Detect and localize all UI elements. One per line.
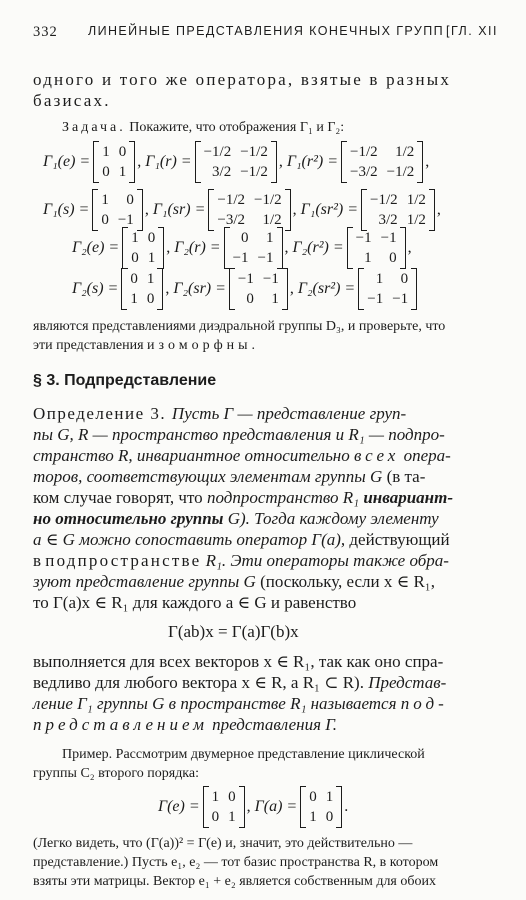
def-text-13a: ление Γ₁ группы G в пространстве R₁ называется: [33, 694, 401, 713]
right-bracket: [239, 786, 245, 828]
matrix-g2-s: [72, 268, 169, 310]
matrix-cell: 1: [325, 789, 334, 805]
matrix-cell: −3/2: [349, 164, 378, 180]
matrix-cell: −1: [355, 230, 372, 246]
matrix-cell: −1: [237, 271, 254, 287]
def-text-7b: действующий: [345, 530, 450, 549]
matrix-cell: 1: [211, 789, 220, 805]
matrix-cell: 3/2: [378, 212, 398, 228]
right-bracket: [417, 141, 423, 183]
def-text-8a: в: [33, 551, 46, 570]
matrix-separator: ,: [425, 153, 430, 170]
matrix-lhs: Γ₁(s) =: [43, 201, 90, 218]
matrix-cells: [98, 190, 136, 230]
task-after-2: [33, 338, 495, 354]
matrix-cells: [230, 228, 277, 268]
matrix-cell: −1: [232, 250, 249, 266]
matrix-cell: −1/2: [349, 144, 378, 160]
intro-line-2: базисах.: [33, 91, 111, 110]
def-line-5: [33, 488, 495, 508]
matrix-cell: −1/2: [203, 144, 232, 160]
matrix-cell: 0: [400, 271, 409, 287]
spaced-word-all: всех: [354, 446, 400, 465]
def-text-12b: Представ-: [368, 673, 447, 692]
def-text-1: Пусть Γ — представление груп-: [171, 404, 407, 423]
matrix-separator: ,: [246, 798, 251, 815]
def-line-8: [33, 551, 495, 571]
matrix-cell: −1/2: [240, 164, 268, 180]
matrix-row-5: [156, 786, 350, 828]
matrix-g2-r2: [293, 227, 412, 269]
def-text-9a: зуют представление группы G: [33, 572, 256, 591]
matrix-cell: 0: [102, 164, 110, 180]
def-text-5c: инвариант-: [363, 488, 453, 507]
matrix-cell: 0: [228, 789, 236, 805]
matrix-lhs: Γ₂(s) =: [72, 280, 119, 297]
matrix-cell: 1/2: [406, 212, 426, 228]
def-line-7: [33, 530, 495, 550]
matrix-c2-e: [158, 786, 251, 828]
matrix-cells: [128, 228, 158, 268]
def-line-9: [33, 572, 495, 592]
def-text-12a: ведливо для любого вектора x ∈ R, а R₁ ⊂ R).: [33, 673, 369, 692]
matrix-row-4: [70, 268, 421, 310]
right-bracket: [429, 189, 435, 231]
def-line-2: пы G, R — пространство представления и R₁ — подпро-: [33, 425, 445, 444]
page-number: 332: [33, 24, 58, 40]
task-heading: [62, 120, 524, 136]
example-line-5: взяты эти матрицы. Вектор e₁ + e₂ является собственным для обоих: [33, 874, 436, 889]
right-bracket: [285, 189, 291, 231]
right-bracket: [411, 268, 417, 310]
matrix-lhs: Γ₁(sr) =: [152, 201, 206, 218]
example-line-2: группы C₂ второго порядка:: [33, 766, 200, 781]
def-line-12: [33, 673, 495, 693]
matrix-separator: ,: [407, 239, 412, 256]
matrix-cells: [235, 269, 282, 309]
matrix-row-1: [41, 141, 431, 183]
right-bracket: [157, 268, 163, 310]
def-text-6b: G).: [223, 509, 255, 528]
matrix-cell: 1: [102, 144, 110, 160]
matrix-cell: 0: [126, 192, 134, 208]
matrix-cell: −1: [257, 250, 274, 266]
task-after-2-text: эти представления: [33, 338, 148, 353]
def-line-13: [33, 694, 495, 714]
def-line-3: [33, 446, 495, 466]
matrix-separator: ,: [289, 280, 294, 297]
def-line-14: [33, 715, 495, 735]
def-text-4b: (в та-: [382, 467, 426, 486]
right-bracket: [158, 227, 164, 269]
matrix-cell: 0: [211, 809, 220, 825]
def-line-6: [33, 509, 495, 529]
def-text-8d: Эти операторы также обра-: [230, 551, 449, 570]
matrix-cell: 1: [364, 250, 372, 266]
right-bracket: [137, 189, 143, 231]
intro-line-1: одного и того же оператора, взятые в разных: [33, 70, 452, 89]
right-bracket: [271, 141, 277, 183]
matrix-cell: −1/2: [217, 192, 246, 208]
matrix-separator: ,: [166, 239, 171, 256]
matrix-g1-r: [145, 141, 283, 183]
matrix-cell: 0: [130, 271, 138, 287]
matrix-separator: ,: [292, 201, 297, 218]
matrix-cell: 3/2: [212, 164, 232, 180]
matrix-cell: −1/2: [254, 192, 282, 208]
matrix-cell: 1: [130, 291, 138, 307]
def-text-3a: странство R, инвариантное относительно: [33, 446, 354, 465]
matrix-cell: 1: [228, 809, 236, 825]
matrix-g2-r: [174, 227, 288, 269]
def-text-14b: представления Γ.: [207, 715, 338, 734]
matrix-separator: .: [344, 798, 349, 815]
right-bracket: [400, 227, 406, 269]
matrix-cell: 1: [266, 230, 274, 246]
matrix-cell: 1/2: [395, 144, 415, 160]
matrix-cell: 1: [147, 250, 156, 266]
matrix-lhs: Γ₁(e) =: [43, 153, 91, 170]
matrix-separator: ,: [165, 280, 170, 297]
def-line-11: выполняется для всех векторов x ∈ R₁, так как оно спра-: [33, 652, 444, 671]
def-text-6a: но относительно группы: [33, 509, 224, 528]
matrix-cell: 0: [101, 212, 109, 228]
matrix-g2-sr: [173, 268, 294, 310]
matrix-cell: 0: [389, 250, 397, 266]
matrix-cell: −1/2: [370, 192, 398, 208]
matrix-lhs: Γ₁(r²) =: [286, 153, 338, 170]
def-text-6c: Тогда каждому элементу: [254, 509, 439, 528]
matrix-cell: −1: [367, 291, 384, 307]
example-line-1: Пример. Рассмотрим двумерное представление циклической: [62, 747, 425, 762]
matrix-cell: 1: [101, 192, 109, 208]
right-bracket: [336, 786, 342, 828]
matrix-cell: −1: [262, 271, 279, 287]
matrix-cells: [201, 142, 271, 182]
matrix-g1-e: [43, 141, 141, 183]
matrix-cell: 1/2: [262, 212, 282, 228]
matrix-g1-sr: [153, 189, 297, 231]
matrix-row-3: [70, 227, 414, 269]
matrix-lhs: Γ₂(sr) =: [173, 280, 226, 297]
matrix-cell: 0: [325, 809, 334, 825]
matrix-lhs: Γ₂(r²) =: [292, 239, 344, 256]
spaced-word-subspace: подпространстве: [45, 551, 202, 570]
def-text-9b: (поскольку, если x ∈ R₁,: [255, 572, 435, 591]
running-title: ЛИНЕЙНЫЕ ПРЕДСТАВЛЕНИЯ КОНЕЧНЫХ ГРУПП: [88, 24, 444, 38]
matrix-cell: 0: [246, 291, 254, 307]
matrix-cell: −1/2: [386, 164, 415, 180]
section-title: § 3. Подпредставление: [33, 372, 217, 389]
equation: Γ(ab)x = Γ(a)Γ(b)x: [168, 622, 299, 641]
right-bracket: [129, 141, 135, 183]
matrix-cell: 1: [118, 164, 127, 180]
matrix-c2-a: [255, 786, 349, 828]
matrix-lhs: Γ₂(e) =: [72, 239, 120, 256]
matrix-cells: [99, 142, 129, 182]
matrix-cell: −1: [392, 291, 409, 307]
matrix-lhs: Γ₂(r) =: [174, 239, 221, 256]
matrix-lhs: Γ₁(sr²) =: [300, 201, 359, 218]
matrix-cell: 0: [146, 291, 155, 307]
def-text-7a: a ∈ G можно сопоставить оператор Γ(a),: [33, 530, 346, 549]
matrix-lhs: Γ(a) =: [254, 798, 298, 815]
def-line-4: [33, 467, 495, 487]
matrix-cell: −3/2: [217, 212, 246, 228]
matrix-cell: 0: [131, 250, 139, 266]
matrix-cell: 1: [146, 271, 155, 287]
matrix-cells: [364, 269, 411, 309]
matrix-cell: −1/2: [240, 144, 268, 160]
matrix-cell: 0: [241, 230, 249, 246]
matrix-g1-sr2: [301, 189, 441, 231]
def-label: Определение 3.: [33, 404, 172, 423]
right-bracket: [277, 227, 283, 269]
task-text: Покажите, что отображения Γ₁ и Γ₂:: [129, 120, 345, 135]
spaced-word-subrepresentation: представлением: [33, 715, 208, 734]
matrix-separator: ,: [278, 153, 283, 170]
def-line-1: [33, 404, 495, 424]
matrix-g2-e: [72, 227, 170, 269]
def-text-5b: подпространство R₁: [206, 488, 364, 507]
matrix-cell: 1: [131, 230, 139, 246]
def-line-10: то Γ(a)x ∈ R₁ для каждого a ∈ G и равенство: [33, 593, 357, 612]
matrix-cells: [353, 228, 400, 268]
matrix-separator: ,: [436, 201, 441, 218]
task-label: Задача.: [62, 120, 126, 135]
matrix-cells: [347, 142, 417, 182]
matrix-cells: [214, 190, 284, 230]
matrix-cells: [209, 787, 239, 827]
matrix-separator: ,: [284, 239, 289, 256]
matrix-row-2: [41, 189, 443, 231]
matrix-separator: ,: [144, 201, 149, 218]
matrix-cell: −1: [117, 212, 134, 228]
matrix-lhs: Γ₁(r) =: [145, 153, 192, 170]
def-text-3c: опера-: [399, 446, 451, 465]
right-bracket: [282, 268, 288, 310]
matrix-g1-s: [43, 189, 149, 231]
matrix-cell: 0: [147, 230, 156, 246]
matrix-cells: [306, 787, 336, 827]
matrix-g1-r2: [287, 141, 429, 183]
def-text-8c: R₁.: [201, 551, 231, 570]
matrix-separator: ,: [137, 153, 142, 170]
matrix-cell: 1/2: [406, 192, 426, 208]
matrix-lhs: Γ₂(sr²) =: [297, 280, 356, 297]
example-line-3: (Легко видеть, что (Γ(a))² = Γ(e) и, значит, это действительно —: [33, 836, 413, 851]
matrix-cell: 0: [309, 789, 317, 805]
matrix-cells: [127, 269, 157, 309]
matrix-lhs: Γ(e) =: [158, 798, 200, 815]
matrix-cells: [367, 190, 429, 230]
matrix-cell: 1: [309, 809, 317, 825]
matrix-cell: 1: [375, 271, 384, 287]
matrix-cell: 0: [118, 144, 127, 160]
def-text-5a: ком случае говорят, что: [33, 488, 207, 507]
matrix-cell: −1: [380, 230, 397, 246]
task-after-1: являются представлениями диэдральной группы D₃, и проверьте, что: [33, 319, 446, 334]
matrix-g2-sr2: [298, 268, 419, 310]
matrix-cell: 1: [271, 291, 279, 307]
spaced-word-isomorphic: изоморфны.: [147, 338, 260, 353]
chapter-label: [ГЛ. XII: [446, 24, 498, 38]
spaced-word-sub: под-: [400, 694, 448, 713]
example-line-4: представление.) Пусть e₁, e₂ — тот базис пространства R, в котором: [33, 855, 439, 870]
def-text-4a: торов, соответствующих элементам группы G: [33, 467, 383, 486]
page-header: [33, 24, 498, 44]
